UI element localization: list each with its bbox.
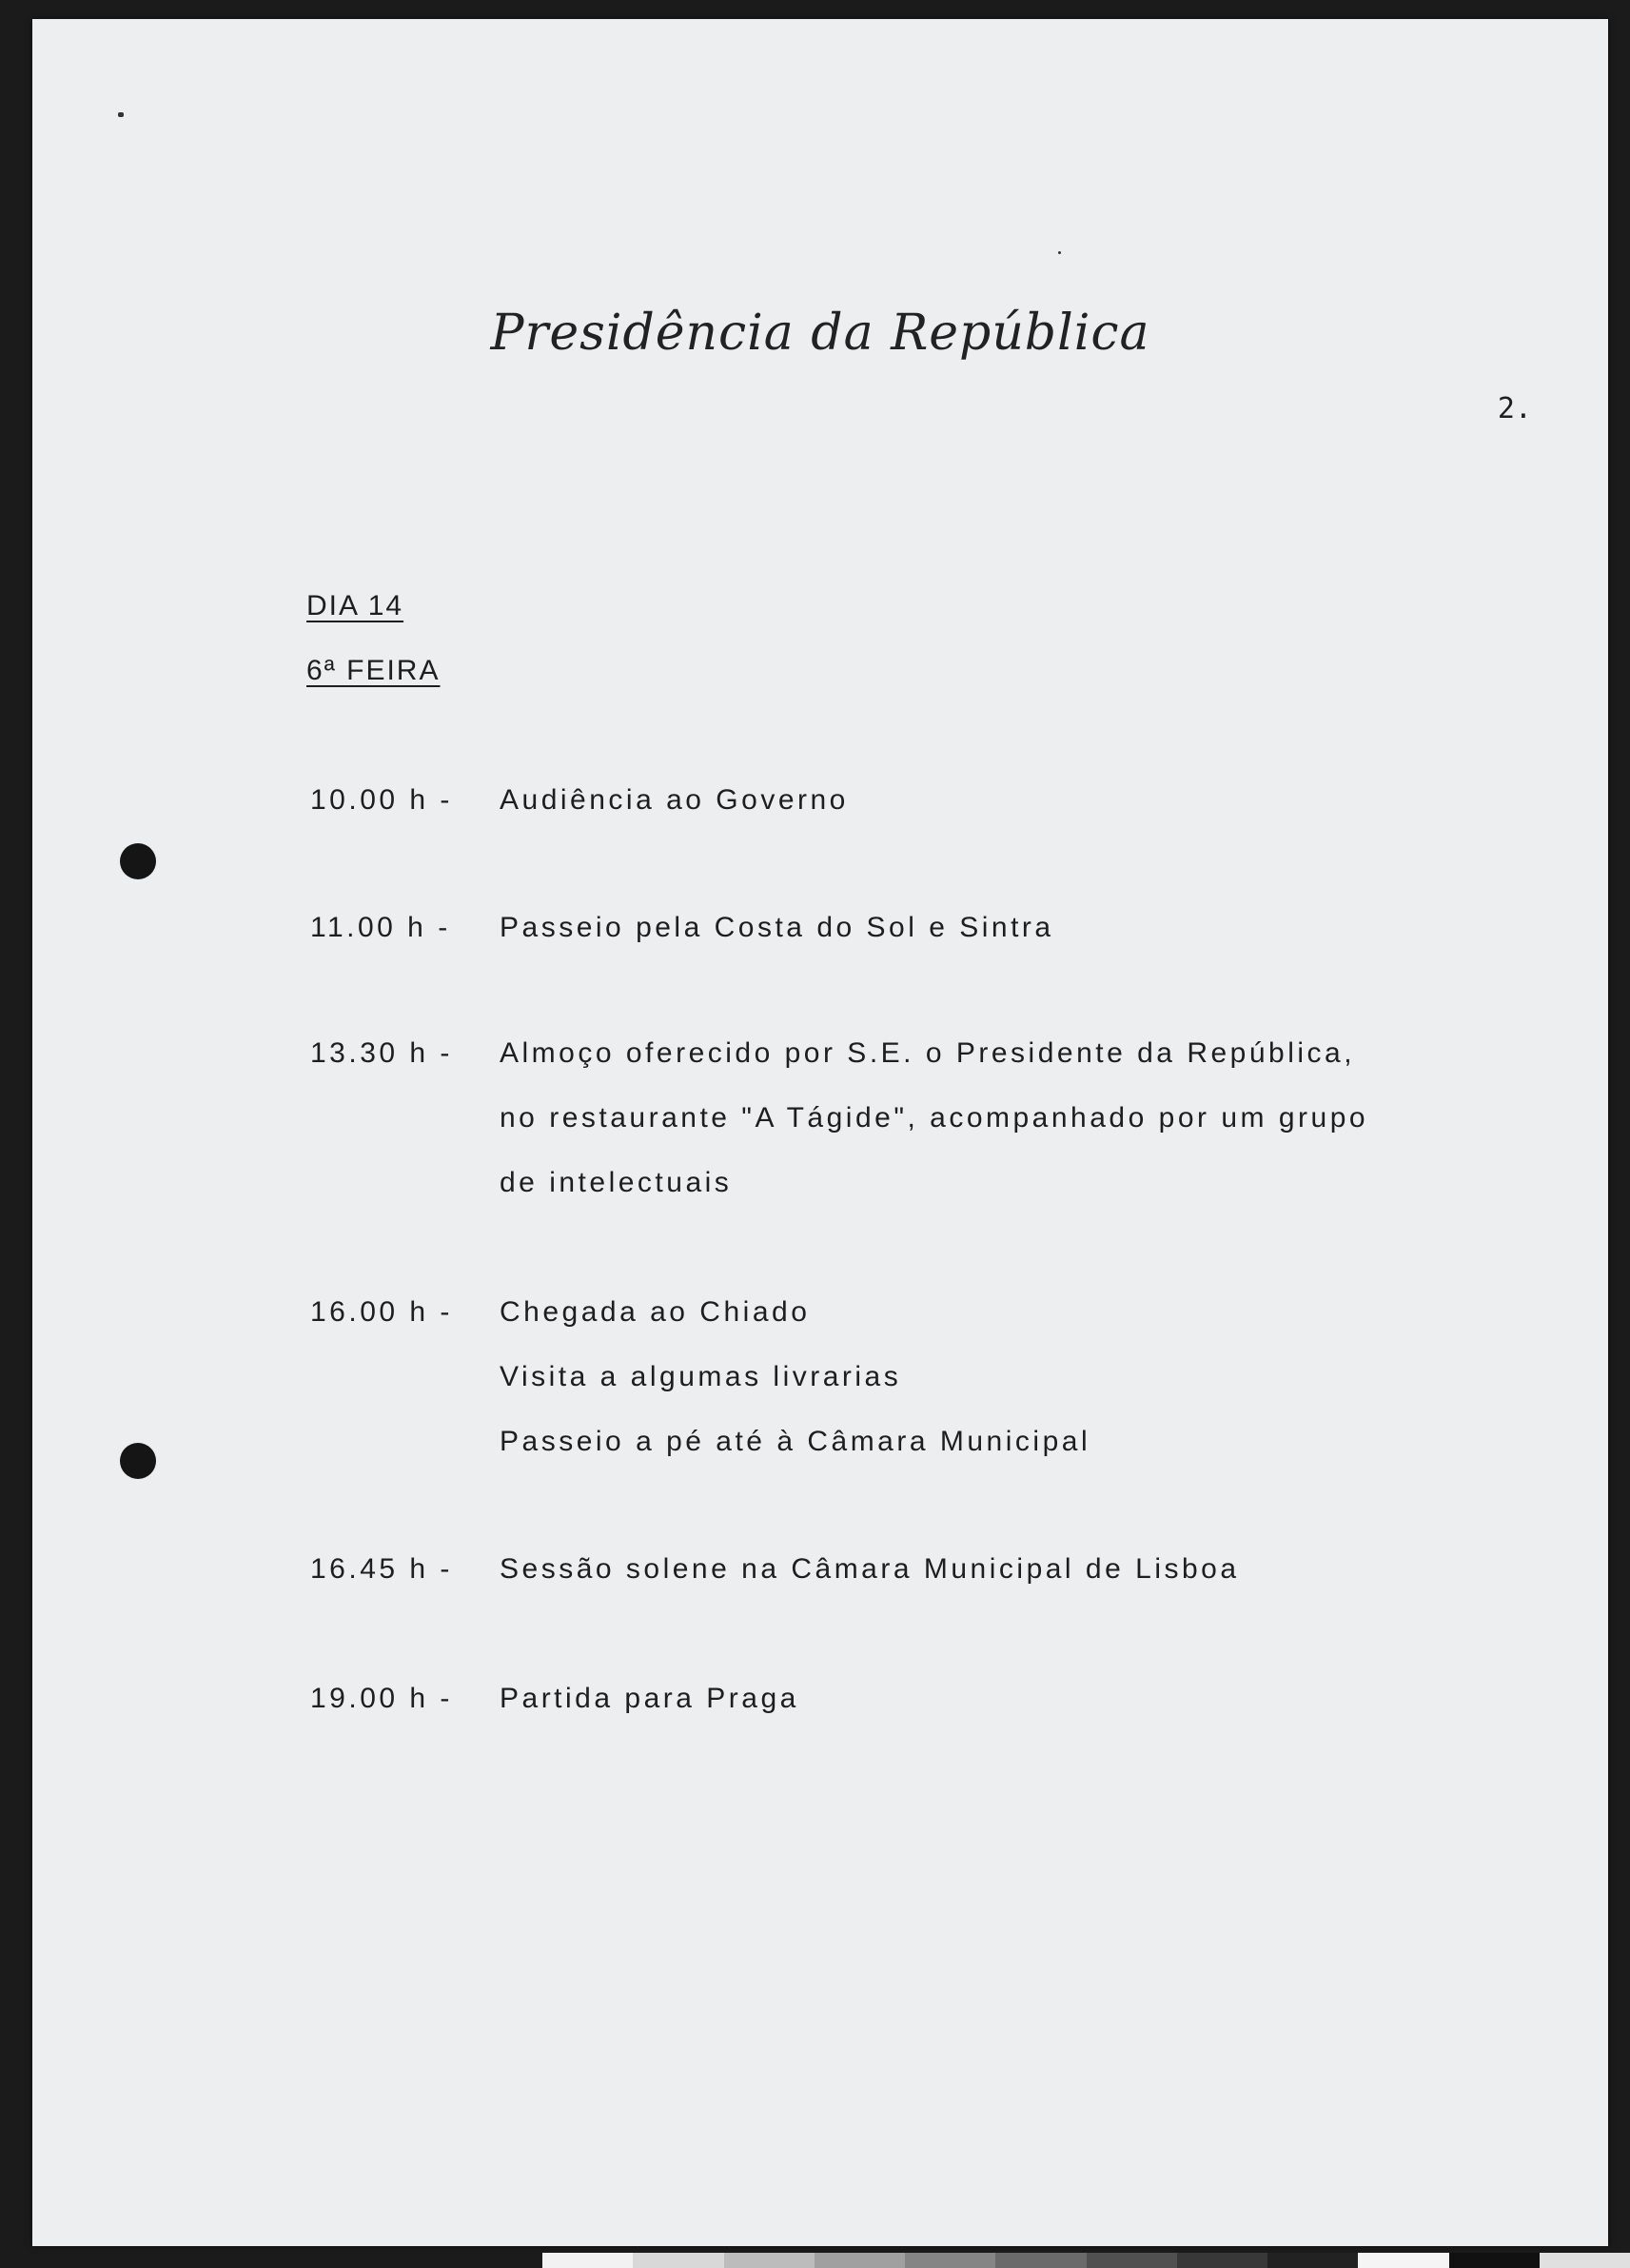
entry-line: Sessão solene na Câmara Municipal de Lisboa [500,1553,1240,1585]
entry-time: 19.00 h - [310,1683,453,1714]
entry-time: 13.30 h - [310,1037,453,1069]
punch-hole [120,843,156,879]
day-heading: DIA 14 [306,590,404,621]
paper-mark [1058,251,1061,254]
entry-line: Passeio pela Costa do Sol e Sintra [500,912,1054,943]
entry-description [500,1296,1090,1490]
entry-line: Partida para Praga [500,1683,799,1714]
punch-hole [120,1443,156,1479]
entry-line: de intelectuais [500,1167,733,1198]
entry-time: 16.00 h - [310,1296,453,1328]
entry-line: no restaurante "A Tágide", acompanhado por um grupo [500,1102,1369,1134]
entry-description [500,1553,1240,1618]
letterhead: Presidência da República [490,305,1150,362]
weekday-heading: 6ª FEIRA [306,655,441,686]
page-number: 2. [1497,392,1532,425]
entry-line: Audiência ao Governo [500,784,849,816]
entry-line: Almoço oferecido por S.E. o Presidente da República, [500,1037,1356,1069]
entry-line: Passeio a pé até à Câmara Municipal [500,1426,1091,1457]
entry-line: Visita a algumas livrarias [500,1361,902,1392]
entry-description [500,784,849,849]
grayscale-calibration-strip [542,2253,1630,2268]
entry-time: 16.45 h - [310,1553,453,1585]
entry-time: 11.00 h - [310,912,451,943]
entry-description [500,912,1054,976]
entry-description [500,1683,799,1747]
entry-line: Chegada ao Chiado [500,1296,811,1328]
document-page [32,19,1608,2246]
entry-time: 10.00 h - [310,784,453,816]
paper-mark [118,112,124,117]
entry-description [500,1037,1368,1232]
